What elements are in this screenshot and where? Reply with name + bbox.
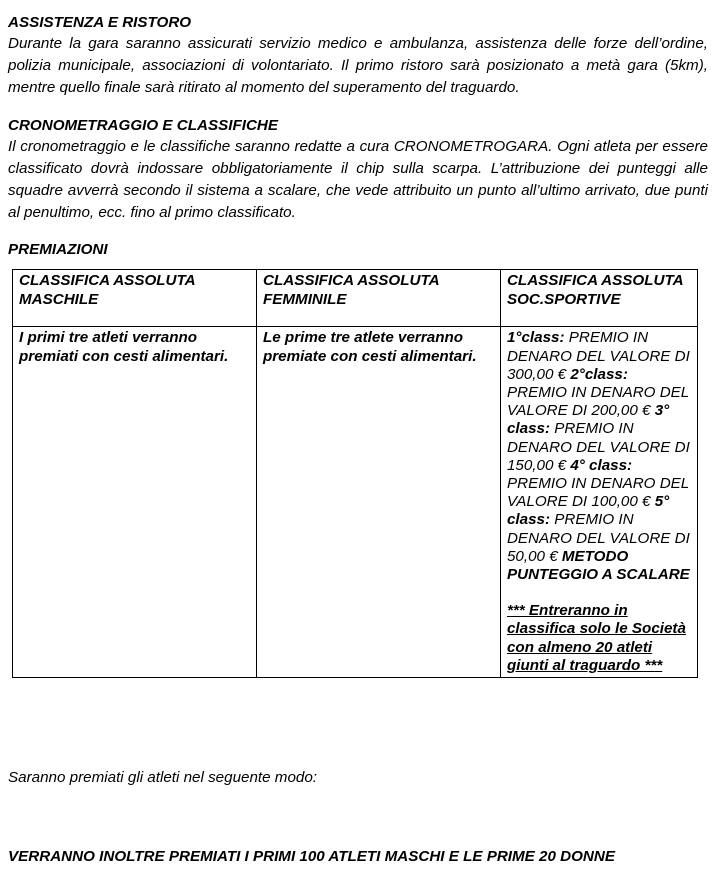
prize-5-label: 5° class:: [506, 493, 670, 529]
section-title-premiazioni: PREMIAZIONI: [8, 241, 108, 259]
scoring-method: METODO PUNTEGGIO A SCALARE: [506, 547, 690, 584]
section-premiazioni: [8, 239, 708, 260]
cell-femminile: Le prime tre atlete verranno premiate con cesti alimentari.: [256, 327, 500, 678]
awards-table: [12, 269, 698, 678]
prize-3-label: 3° class:: [506, 402, 670, 438]
prize-2-label: 2°class:: [570, 365, 628, 383]
header-cell-femminile: CLASSIFICA ASSOLUTA FEMMINILE: [256, 270, 500, 327]
section-text-cronometraggio: Il cronometraggio e le classifiche saranno redatte a cura CRONOMETROGARA. Ogni atleta per essere classificato dovrà indossare obbligatoriamente il chip sulla scarpa. L’attribuzione dei punteggi alle squadre avverrà secondo il sistema a scalare, che vede attribuito un punto all’ultimo arrivato, due punti al penultimo, ecc. fino al primo classificato.: [8, 137, 708, 222]
eligibility-note: *** Entreranno in classifica solo le Società con almeno 20 atleti giunti al traguardo ***: [506, 602, 686, 674]
section-text-assistenza: Durante la gara saranno assicurati servizio medico e ambulanza, assistenza delle forze dell’ordine, polizia municipale, associazioni di volontariato. Il primo ristoro sarà posizionato a metà gara (5km), mentre quello finale sarà ritirato al momento del superamento del traguardo.: [8, 35, 708, 97]
cell-societa: [500, 327, 697, 678]
table-header-row: [13, 270, 698, 327]
prize-3-text: PREMIO IN DENARO DEL VALORE DI 150,00 €: [506, 420, 690, 474]
prize-4-text: PREMIO IN DENARO DEL VALORE DI 100,00 €: [506, 475, 689, 511]
section-title-assistenza: ASSISTENZA E RISTORO: [8, 14, 192, 31]
table-row: [13, 327, 698, 678]
section-title-cronometraggio: CRONOMETRAGGIO E CLASSIFICHE: [8, 116, 279, 134]
header-cell-maschile: CLASSIFICA ASSOLUTA MASCHILE: [13, 270, 257, 327]
prize-1-label: 1°class:: [506, 329, 565, 347]
section-cronometraggio: [8, 115, 708, 225]
prize-4-label: 4° class:: [570, 456, 633, 474]
prize-5-text: PREMIO IN DENARO DEL VALORE DI 50,00 €: [506, 511, 690, 565]
awards-extra: VERRANNO INOLTRE PREMIATI I PRIMI 100 ATLETI MASCHI E LE PRIME 20 DONNE: [8, 848, 615, 865]
section-assistenza: [8, 12, 708, 100]
awards-intro: Saranno premiati gli atleti nel seguente modo:: [8, 769, 318, 786]
header-cell-societa: CLASSIFICA ASSOLUTA SOC.SPORTIVE: [500, 270, 697, 327]
cell-maschile: I primi tre atleti verranno premiati con cesti alimentari.: [13, 327, 257, 678]
prize-1-text: PREMIO IN DENARO DEL VALORE DI 300,00 €: [506, 329, 690, 383]
prize-2-text: PREMIO IN DENARO DEL VALORE DI 200,00 €: [506, 384, 689, 420]
document-page: [8, 12, 708, 865]
